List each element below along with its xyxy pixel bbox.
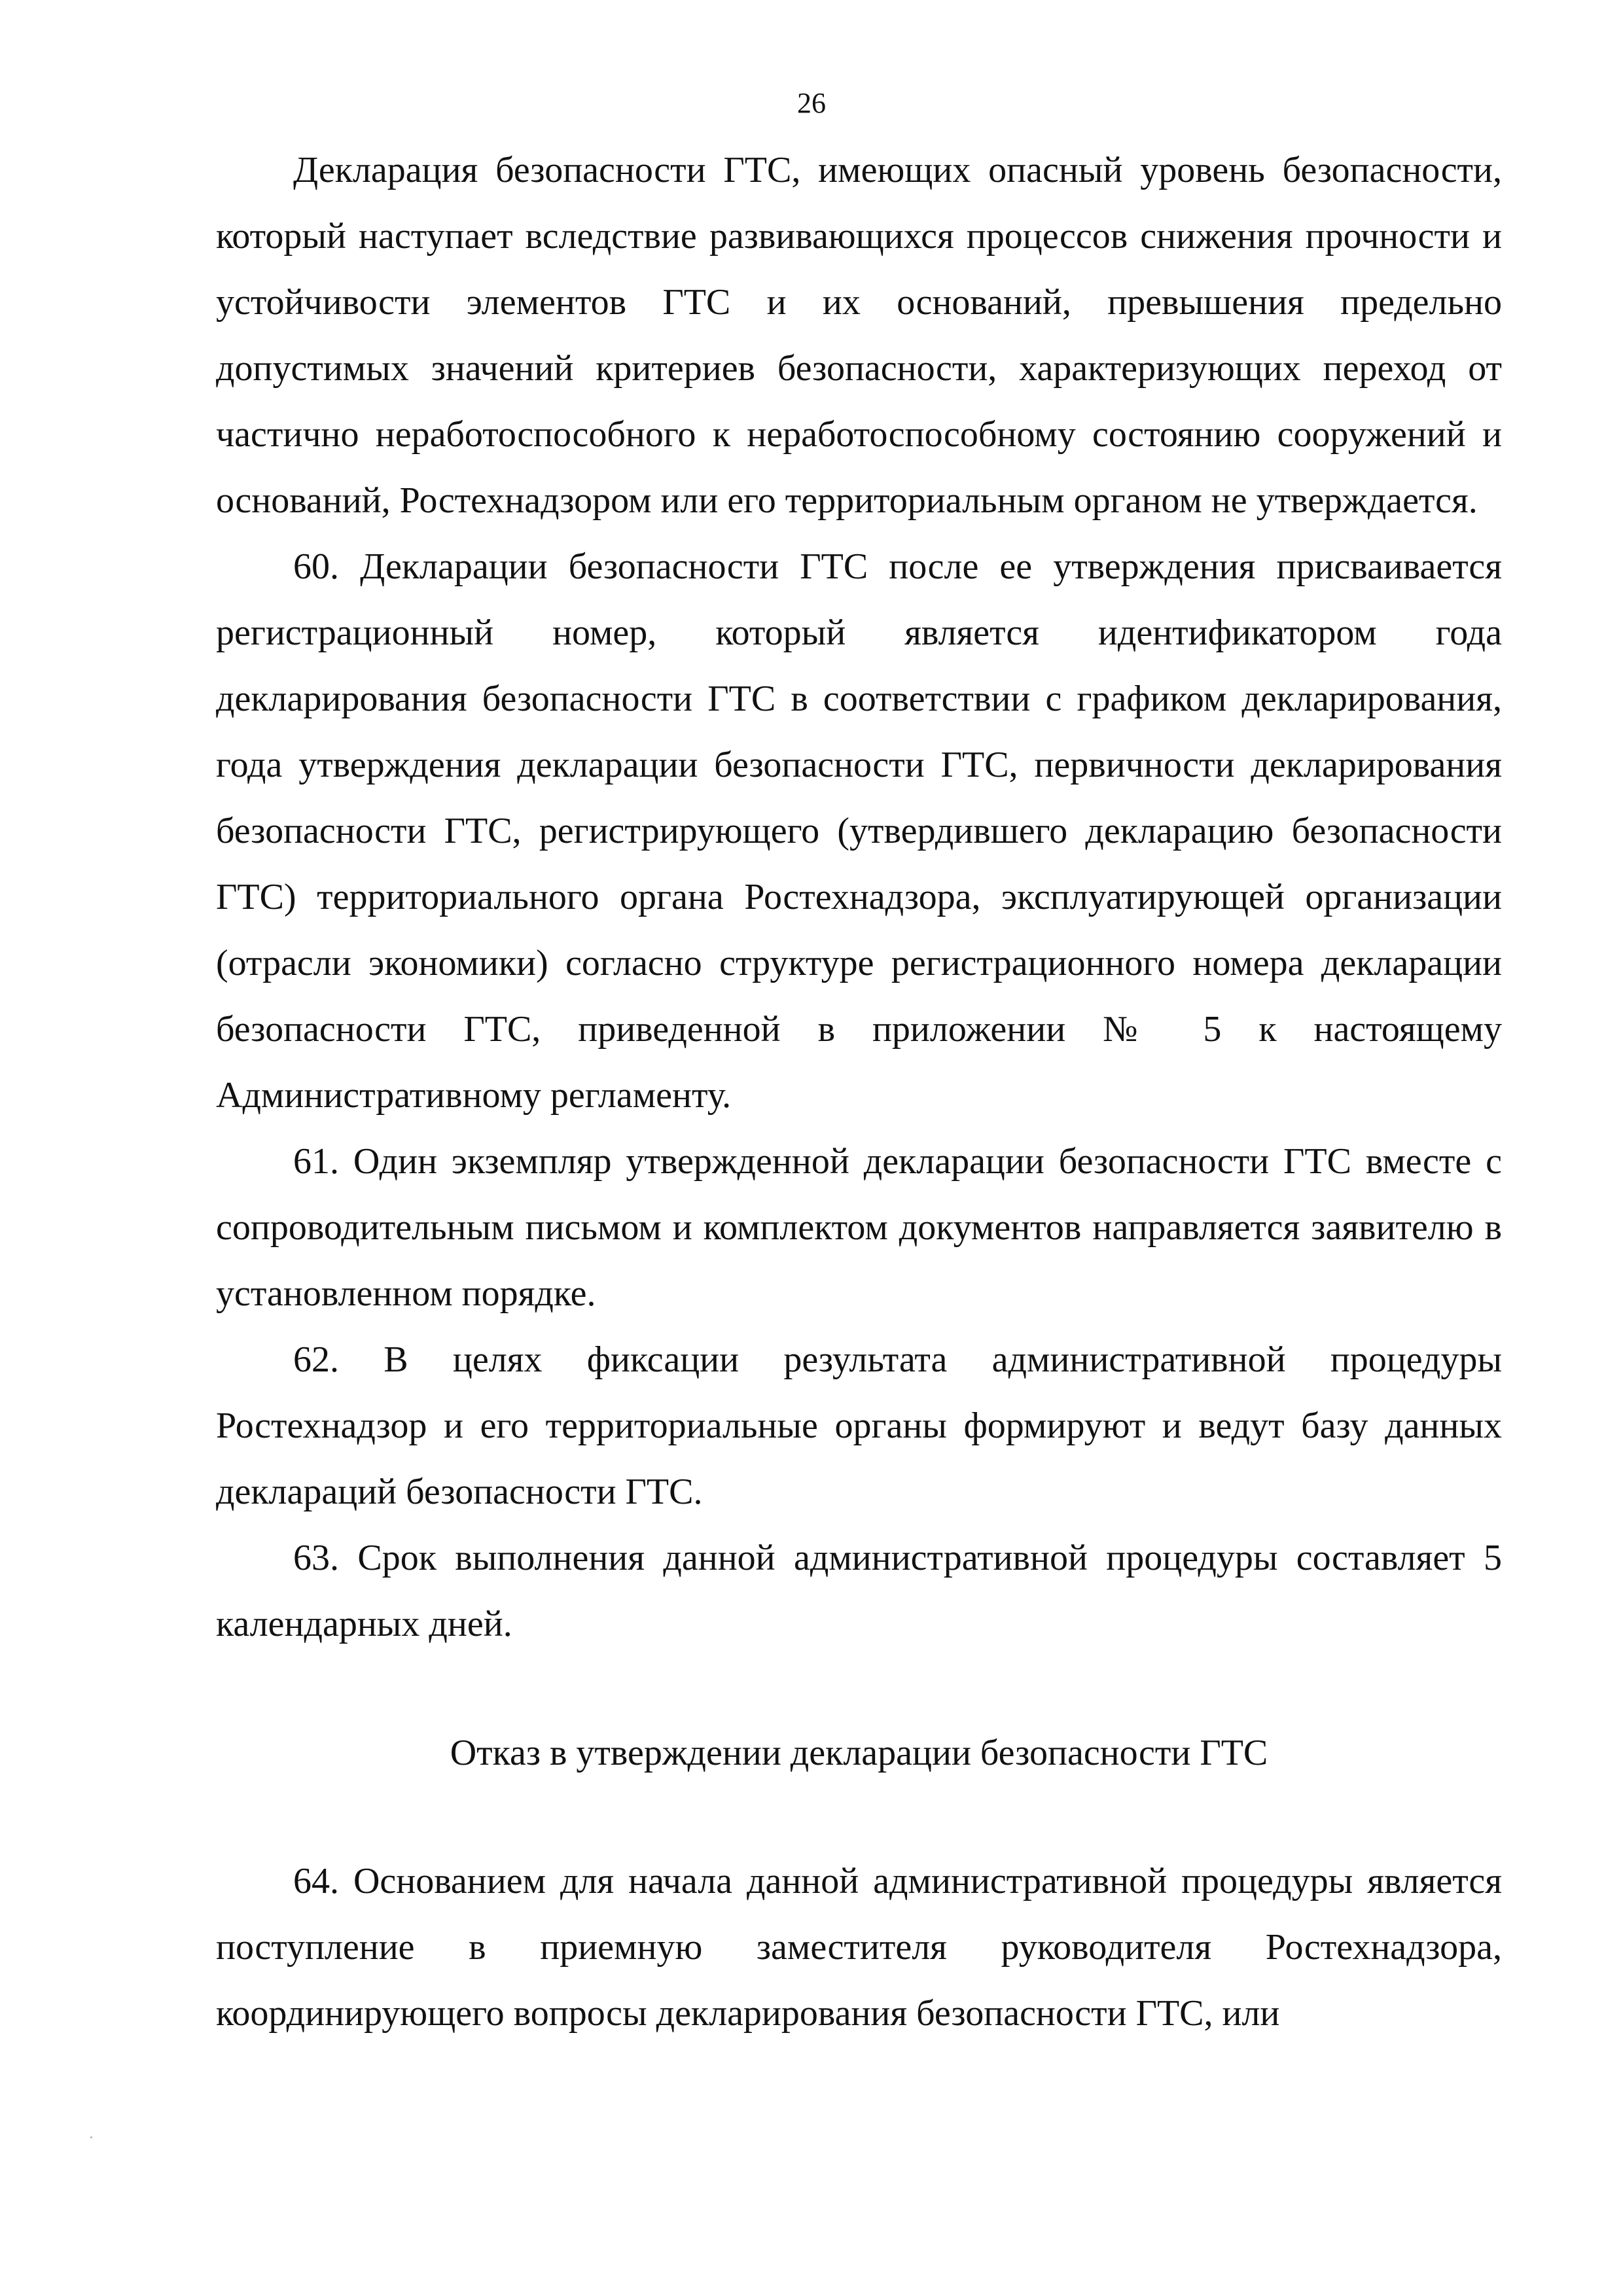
paragraph-60: 60. Декларации безопасности ГТС после ее утверждения присваивается регистрационный номер, который является идентификатором года декларирования безопасности ГТС в соответствии с графиком декларирования, года утверждения декларации безопасности ГТС, первичности декларирования безопасности ГТС, регистрирующего (утвердившего декларацию безопасности ГТС) территориального органа Ростехнадзора, эксплуатирующей организации (отрасли экономики) согласно структуре регистрационного номера декларации безопасности ГТС, приведенной в приложении № 5 к настоящему Административному регламенту. [216, 546, 1502, 1116]
paragraph-62: 62. В целях фиксации результата административной процедуры Ростехнадзор и его территориальные органы формируют и ведут базу данных деклараций безопасности ГТС. [216, 1339, 1502, 1512]
page-number: 26 [797, 87, 826, 119]
paragraph-64: 64. Основанием для начала данной административной процедуры является поступление в приемную заместителя руководителя Ростехнадзора, координирующего вопросы декларирования безопасности ГТС, или [216, 1861, 1502, 2034]
paragraph-63: 63. Срок выполнения данной административной процедуры составляет 5 календарных дней. [216, 1538, 1502, 1644]
section-heading: Отказ в утверждении декларации безопасности ГТС [450, 1733, 1268, 1773]
paragraph-61: 61. Один экземпляр утвержденной декларации безопасности ГТС вместе с сопроводительным письмом и комплектом документов направляется заявителю в установленном порядке. [216, 1141, 1502, 1314]
document-body [216, 137, 1502, 2047]
scan-artifact [90, 2136, 92, 2138]
paragraph-intro: Декларация безопасности ГТС, имеющих опасный уровень безопасности, который наступает вследствие развивающихся процессов снижения прочности и устойчивости элементов ГТС и их оснований, превышения предельно допустимых значений критериев безопасности, характеризующих переход от частично неработоспособного к неработоспособному состоянию сооружений и оснований, Ростехнадзором или его территориальным органом не утверждается. [216, 150, 1502, 521]
